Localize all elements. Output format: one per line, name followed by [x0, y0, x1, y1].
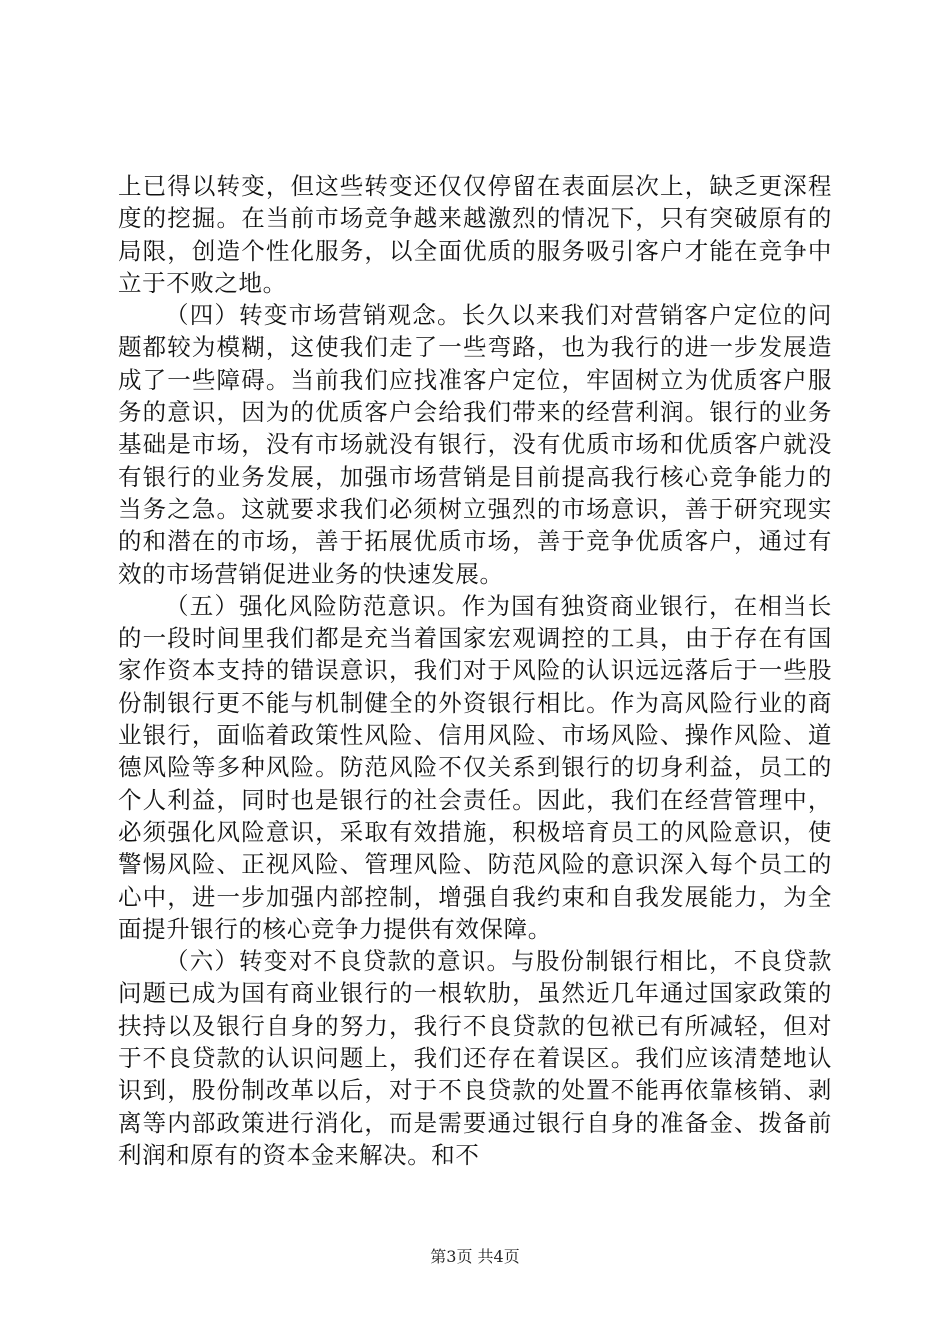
page-number-footer: 第3页 共4页: [430, 1247, 520, 1266]
body-text: [118, 170, 832, 1171]
paragraph-2: （四）转变市场营销观念。长久以来我们对营销客户定位的问题都较为模糊，这使我们走了一些弯路，也为我行的进一步发展造成了一些障碍。当前我们应找准客户定位，牢固树立为优质客户服务的意识，因为的优质客户会给我们带来的经营利润。银行的业务基础是市场，没有市场就没有银行，没有优质市场和优质客户就没有银行的业务发展，加强市场营销是目前提高我行核心竞争能力的当务之急。这就要求我们必须树立强烈的市场意识，善于研究现实的和潜在的市场，善于拓展优质市场，善于竞争优质客户，通过有效的市场营销促进业务的快速发展。: [118, 301, 832, 588]
paragraph-3: （五）强化风险防范意识。作为国有独资商业银行，在相当长的一段时间里我们都是充当着国家宏观调控的工具，由于存在有国家作资本支持的错误意识，我们对于风险的认识远远落后于一些股份制银行更不能与机制健全的外资银行相比。作为高风险行业的商业银行，面临着政策性风险、信用风险、市场风险、操作风险、道德风险等多种风险。防范风险不仅关系到银行的切身利益，员工的个人利益，同时也是银行的社会责任。因此，我们在经营管理中，必须强化风险意识，采取有效措施，积极培育员工的风险意识，使警惕风险、正视风险、管理风险、防范风险的意识深入每个员工的心中，进一步加强内部控制，增强自我约束和自我发展能力，为全面提升银行的核心竞争力提供有效保障。: [118, 591, 832, 943]
paragraph-1: 上已得以转变，但这些转变还仅仅停留在表面层次上，缺乏更深程度的挖掘。在当前市场竞争越来越激烈的情况下，只有突破原有的局限，创造个性化服务，以全面优质的服务吸引客户才能在竞争中立于不败之地。: [118, 172, 832, 297]
paragraph-4: （六）转变对不良贷款的意识。与股份制银行相比，不良贷款问题已成为国有商业银行的一根软肋，虽然近几年通过国家政策的扶持以及银行自身的努力，我行不良贷款的包袱已有所减轻，但对于不良贷款的认识问题上，我们还存在着误区。我们应该清楚地认识到，股份制改革以后，对于不良贷款的处置不能再依靠核销、剥离等内部政策进行消化，而是需要通过银行自身的准备金、拨备前利润和原有的资本金来解决。和不: [118, 947, 832, 1169]
